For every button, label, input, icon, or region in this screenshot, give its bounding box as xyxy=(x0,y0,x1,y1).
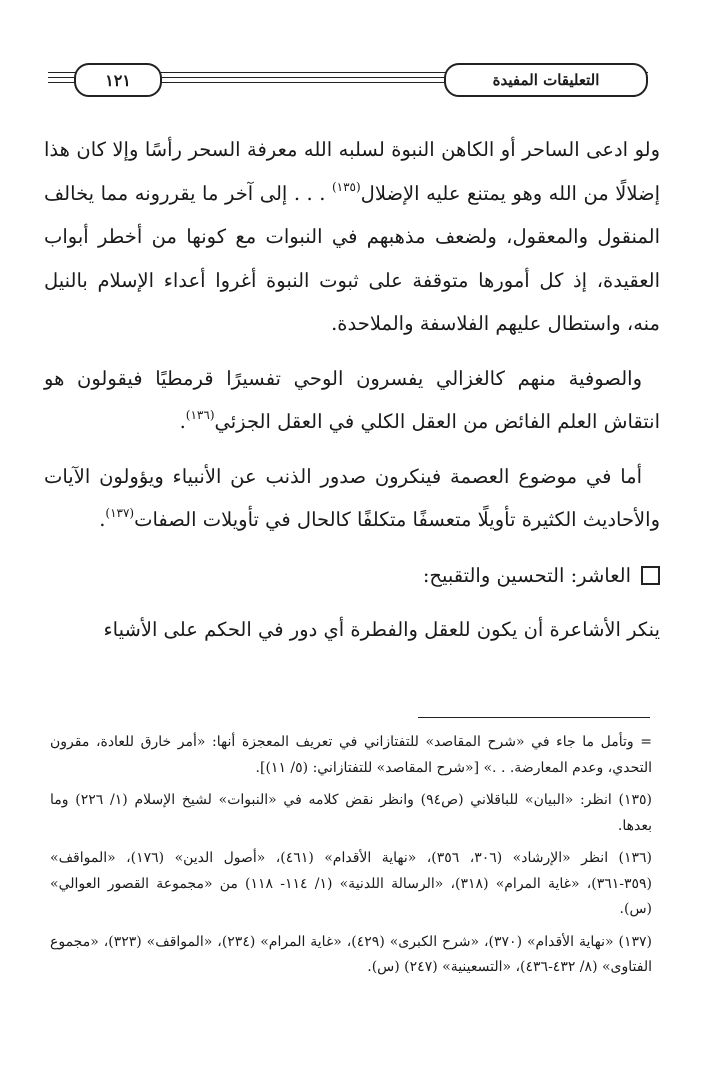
footnote: (١٣٦) انظر «الإرشاد» (٣٠٦، ٣٥٦)، «نهاية الأقدام» (٤٦١)، «أصول الدين» (١٧٦)، «المواقف» (٣٥٩-٣٦١)، «غاية المرام» (٣١٨)، «الرسالة اللدنية» (١/ ١١٤- ١١٨) من «مجموعة القصور العوالي» (س). xyxy=(50,850,653,917)
running-header xyxy=(48,58,648,98)
paragraph xyxy=(44,357,660,444)
section-heading-text: العاشر: التحسين والتقبيح: xyxy=(422,563,631,587)
page-number: ١٢١ xyxy=(74,63,162,97)
paragraph-text: . xyxy=(99,508,106,531)
square-bullet-icon xyxy=(641,566,660,585)
footnote-separator xyxy=(418,717,650,718)
footnote-ref: (١٣٦) xyxy=(185,408,215,422)
paragraph-text: ينكر الأشاعرة أن يكون للعقل والفطرة أي دور في الحكم على الأشياء xyxy=(103,618,660,641)
paragraph-text: . xyxy=(179,410,186,433)
section-heading xyxy=(44,554,660,598)
running-title: التعليقات المفيدة xyxy=(444,63,648,97)
footnote: (١٣٧) «نهاية الأقدام» (٣٧٠)، «شرح الكبرى» (٤٢٩)، «غاية المرام» (٢٣٤)، «المواقف» (٣٢٣)، «مجموع الفتاوى» (٨/ ٤٣٢-٤٣٦)، «التسعينية» (٢٤٧) (س). xyxy=(50,933,652,975)
paragraph xyxy=(44,608,660,652)
paragraph xyxy=(44,128,660,346)
paragraph-text: والصوفية منهم كالغزالي يفسرون الوحي تفسيرًا قرمطيًا فيقولون هو انتقاش العلم الفائض من العقل الكلي في العقل الجزئي xyxy=(44,366,660,433)
footnote-ref: (١٣٥) xyxy=(331,179,361,194)
paragraph-text: ولو ادعى الساحر أو الكاهن النبوة لسلبه الله معرفة السحر رأسًا وإلا كان هذا إضلالًا من الله وهو يمتنع عليه الإضلال xyxy=(44,138,660,205)
paragraph-text: أما في موضوع العصمة فينكرون صدور الذنب عن الأنبياء ويؤولون الآيات والأحاديث الكثيرة تأويلًا متعسفًا متكلفًا كالحال في تأويلات الصفات xyxy=(44,464,660,531)
paragraph-text: . . . إلى آخر ما يقررونه مما يخالف المنقول والمعقول، ولضعف مذهبهم في النبوات مع كونها من أخطر أبواب العقيدة، إذ كل أمورها متوقفة على ثبوت النبوة أغروا أعداء الإسلام بالنيل منه، واستطال عليهم الفلاسفة والملاحدة. xyxy=(44,181,660,335)
footnotes xyxy=(50,730,652,988)
paragraph xyxy=(44,455,660,542)
footnote-ref: (١٣٧) xyxy=(105,506,135,520)
main-text xyxy=(44,128,660,652)
footnote: (١٣٥) انظر: «البيان» للباقلاني (ص٩٤) وانظر نقض كلامه في «النبوات» لشيخ الإسلام (١/ ٢٢٦) وما بعدها. xyxy=(50,792,652,834)
footnote: = وتأمل ما جاء في «شرح المقاصد» للتفتازاني في تعريف المعجزة أنها: «أمر خارق للعادة، مقرون التحدي، وعدم المعارضة. . .» [«شرح المقاصد» للتفتازاني: (٥/ ١١)]. xyxy=(50,734,652,776)
